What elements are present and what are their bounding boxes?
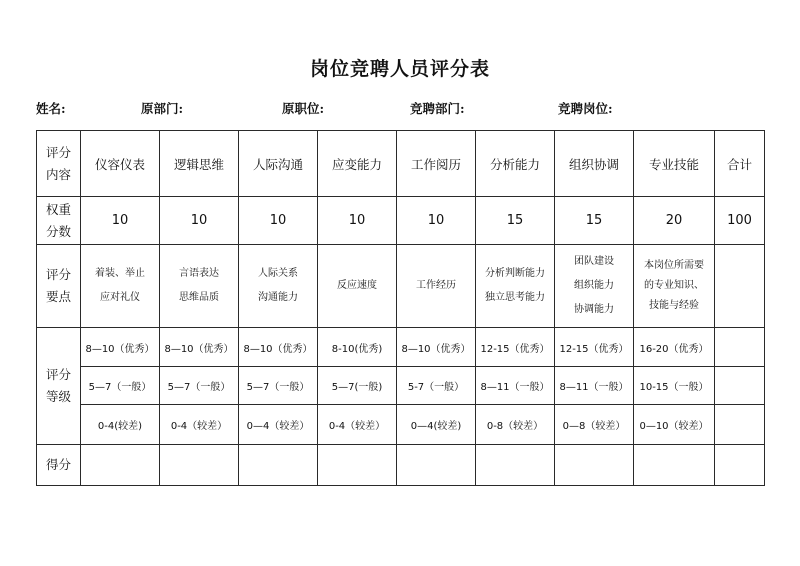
total-points-cell (715, 245, 765, 328)
col-header: 仪容仪表 (81, 131, 160, 197)
orig-position-label: 原职位: (282, 101, 325, 116)
col-header: 人际沟通 (239, 131, 318, 197)
weight-row-label: 权重 分数 (37, 197, 81, 245)
col-header: 应变能力 (318, 131, 397, 197)
point-line: 本岗位所需要 (644, 260, 704, 271)
weight-value: 10 (81, 197, 160, 245)
score-input-cell[interactable] (160, 445, 239, 486)
grade-cell: 8—11（一般） (555, 367, 634, 405)
point-cell (160, 245, 239, 328)
grade-cell: 8—11（一般） (476, 367, 555, 405)
points-row (37, 245, 765, 328)
point-cell (555, 245, 634, 328)
point-line: 思维品质 (179, 292, 219, 303)
grade-cell: 0—10（较差） (634, 405, 715, 445)
score-input-cell[interactable] (555, 445, 634, 486)
grade-cell: 8—10（优秀） (160, 328, 239, 367)
point-cell (634, 245, 715, 328)
point-line: 独立思考能力 (485, 292, 545, 303)
point-line: 团队建设 (574, 256, 614, 267)
grade-cell: 10-15（一般） (634, 367, 715, 405)
point-line: 应对礼仪 (100, 292, 140, 303)
points-row-label: 评分 要点 (37, 245, 81, 328)
grade-cell: 8—10（优秀） (239, 328, 318, 367)
col-header: 逻辑思维 (160, 131, 239, 197)
point-line: 反应速度 (337, 280, 377, 291)
point-line: 言语表达 (179, 268, 219, 279)
target-dept-label: 竞聘部门: (410, 101, 465, 116)
total-weight-value: 100 (715, 197, 765, 245)
target-position-label: 竞聘岗位: (558, 101, 613, 116)
total-header: 合计 (715, 131, 765, 197)
score-row-label: 得分 (37, 445, 81, 486)
grade-cell: 12-15（优秀） (476, 328, 555, 367)
weight-value: 15 (476, 197, 555, 245)
grade-cell: 0-4(较差) (81, 405, 160, 445)
weight-value: 20 (634, 197, 715, 245)
weight-value: 10 (160, 197, 239, 245)
grade-cell: 8—10（优秀） (397, 328, 476, 367)
weight-row (37, 197, 765, 245)
col-header: 专业技能 (634, 131, 715, 197)
col-header: 分析能力 (476, 131, 555, 197)
point-line: 沟通能力 (258, 292, 298, 303)
grade-row-label: 评分 等级 (37, 328, 81, 445)
point-line: 技能与经验 (649, 300, 699, 311)
name-label: 姓名: (36, 101, 66, 116)
point-line: 分析判断能力 (485, 268, 545, 279)
point-cell (239, 245, 318, 328)
point-line: 工作经历 (416, 280, 456, 291)
score-input-cell[interactable] (318, 445, 397, 486)
grade-cell: 5—7（一般） (239, 367, 318, 405)
point-cell (318, 245, 397, 328)
grade-row-poor (37, 405, 765, 445)
col-header: 组织协调 (555, 131, 634, 197)
page-title: 岗位竞聘人员评分表 (309, 58, 490, 80)
grade-cell: 8-10(优秀) (318, 328, 397, 367)
candidate-info-row (0, 99, 800, 117)
grade-cell: 0-4（较差） (318, 405, 397, 445)
content-row-label: 评分 内容 (37, 131, 81, 197)
score-table (36, 130, 765, 486)
total-grade-cell (715, 367, 765, 405)
grade-cell: 0-8（较差） (476, 405, 555, 445)
weight-value: 15 (555, 197, 634, 245)
score-input-cell[interactable] (634, 445, 715, 486)
score-input-cell[interactable] (81, 445, 160, 486)
point-line: 人际关系 (258, 268, 298, 279)
point-line: 组织能力 (574, 280, 614, 291)
total-grade-cell (715, 405, 765, 445)
total-score-cell[interactable] (715, 445, 765, 486)
point-cell (81, 245, 160, 328)
grade-cell: 16-20（优秀） (634, 328, 715, 367)
total-grade-cell (715, 328, 765, 367)
grade-cell: 0—4(较差) (397, 405, 476, 445)
weight-value: 10 (318, 197, 397, 245)
orig-dept-label: 原部门: (141, 101, 184, 116)
content-row (37, 131, 765, 197)
grade-cell: 0—4（较差） (239, 405, 318, 445)
point-cell (397, 245, 476, 328)
grade-cell: 5—7（一般） (81, 367, 160, 405)
col-header: 工作阅历 (397, 131, 476, 197)
score-input-cell[interactable] (239, 445, 318, 486)
grade-row-excellent (37, 328, 765, 367)
grade-cell: 12-15（优秀） (555, 328, 634, 367)
grade-cell: 5—7(一般) (318, 367, 397, 405)
grade-cell: 0—8（较差） (555, 405, 634, 445)
grade-cell: 8—10（优秀） (81, 328, 160, 367)
grade-cell: 0-4（较差） (160, 405, 239, 445)
point-line: 协调能力 (574, 304, 614, 315)
score-input-cell[interactable] (397, 445, 476, 486)
weight-value: 10 (397, 197, 476, 245)
point-cell (476, 245, 555, 328)
score-input-cell[interactable] (476, 445, 555, 486)
grade-cell: 5-7（一般） (397, 367, 476, 405)
grade-row-average (37, 367, 765, 405)
point-line: 的专业知识、 (644, 280, 704, 291)
weight-value: 10 (239, 197, 318, 245)
grade-cell: 5—7（一般） (160, 367, 239, 405)
score-row (37, 445, 765, 486)
point-line: 着装、举止 (95, 268, 145, 279)
